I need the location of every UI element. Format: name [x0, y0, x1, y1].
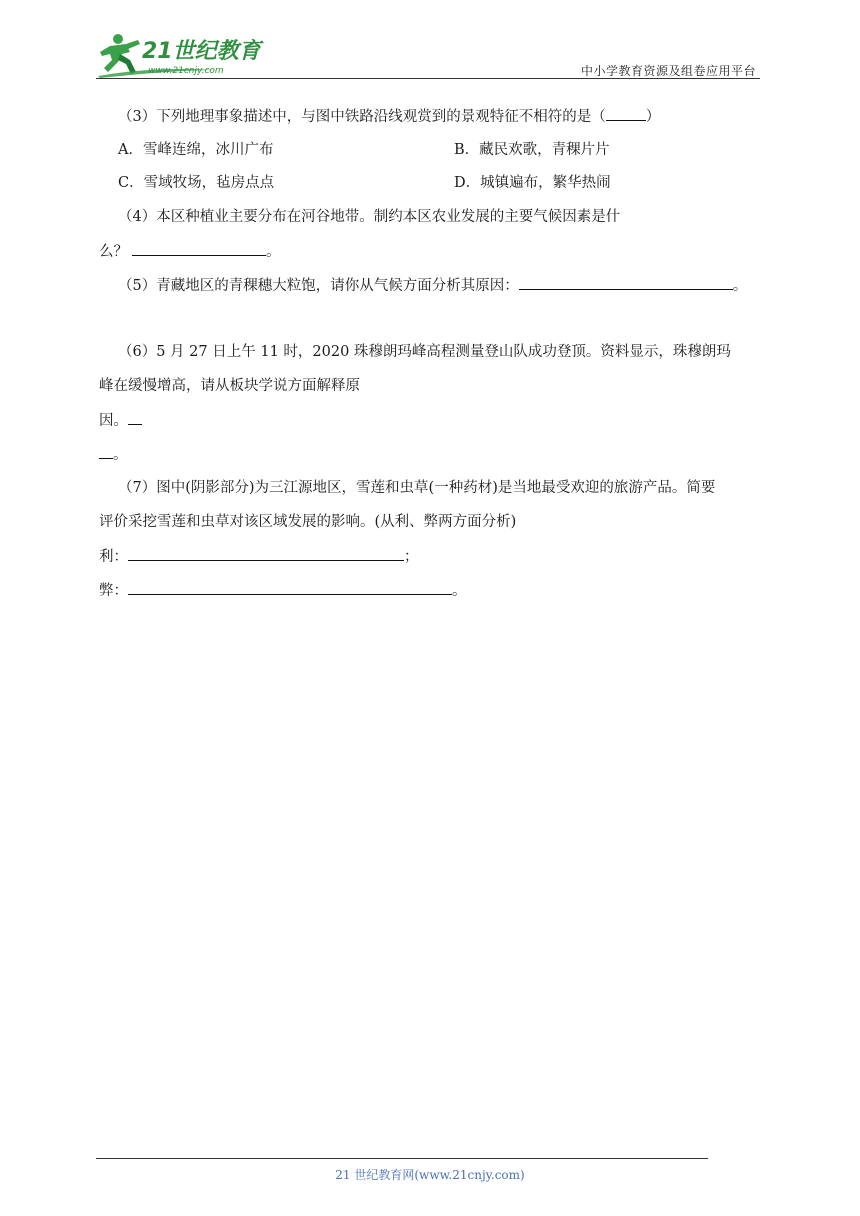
q7-harm-line	[99, 580, 467, 601]
runner-logo-icon	[96, 30, 266, 78]
q5-line	[118, 275, 747, 296]
q7-harm-end: 。	[452, 583, 467, 599]
q3-option-d-text: 城镇遍布，繁华热闹	[480, 175, 611, 191]
q7-benefit-blank[interactable]	[128, 546, 404, 561]
q3-option-c	[118, 173, 274, 193]
q3-option-c-letter: C．	[118, 175, 144, 191]
q3-option-a-letter: A．	[118, 142, 143, 158]
header-tagline: 中小学教育资源及组卷应用平台	[580, 64, 756, 78]
q3-option-a-text: 雪峰连绵，冰川广布	[142, 142, 274, 158]
q3-option-c-text: 雪域牧场，毡房点点	[143, 175, 275, 191]
q4-line2-start: 么？	[99, 244, 128, 260]
q6-line1: （6）5 月 27 日上午 11 时，2020 珠穆朗玛峰高程测量登山队成功登顶。资料显示，珠穆朗玛	[118, 344, 731, 360]
q6-line2: 峰在缓慢增高，请从板块学说方面解释原	[99, 378, 360, 394]
q3-option-d-letter: D．	[454, 175, 481, 191]
q4-line2-end: 。	[266, 244, 281, 260]
q7-line1: （7）图中(阴影部分)为三江源地区，雪莲和虫草(一种药材)是当地最受欢迎的旅游产品。简要	[118, 480, 716, 496]
footer-divider	[96, 1158, 708, 1159]
q3-option-a	[118, 140, 273, 160]
footer-link[interactable]: 21 世纪教育网(www.21cnjy.com)	[335, 1168, 525, 1182]
q3-option-d	[454, 173, 611, 193]
q6-line4-end: 。	[113, 447, 128, 463]
q6-line3	[99, 410, 142, 431]
logo-wordmark: 21世纪教育	[142, 39, 261, 64]
page-header	[96, 30, 760, 78]
q7-harm-blank[interactable]	[128, 580, 452, 595]
logo-url: www.21cnjy.com	[148, 66, 224, 76]
q5-text: （5）青藏地区的青稞穗大粒饱，请你从气候方面分析其原因：	[118, 278, 519, 294]
q7-benefit-end: ；	[404, 549, 419, 565]
q7-benefit-label: 利：	[99, 549, 128, 565]
header-divider	[96, 78, 760, 79]
q4-answer-blank[interactable]	[132, 241, 266, 256]
q5-end: 。	[732, 278, 748, 294]
q3-stem	[118, 106, 660, 127]
q7-harm-label: 弊：	[99, 583, 128, 599]
q3-option-b-letter: B．	[454, 142, 480, 158]
q3-answer-blank[interactable]	[606, 106, 646, 121]
q7-benefit-line	[99, 546, 419, 567]
q6-line4	[99, 444, 128, 465]
q3-option-b-text: 藏民欢歌，青稞片片	[479, 142, 610, 158]
site-logo	[96, 30, 266, 78]
q4-line1: （4）本区种植业主要分布在河谷地带。制约本区农业发展的主要气候因素是什	[118, 209, 621, 225]
q6-answer-blank-end[interactable]	[99, 444, 113, 459]
q4-line2	[99, 241, 281, 262]
q3-stem-text: （3）下列地理事象描述中，与图中铁路沿线观赏到的景观特征不相符的是（	[118, 109, 606, 125]
q3-stem-end: ）	[645, 109, 661, 125]
q6-answer-blank-start[interactable]	[128, 410, 142, 425]
q3-option-b	[454, 140, 610, 160]
q5-answer-blank[interactable]	[519, 275, 733, 290]
q6-line3-text: 因。	[99, 413, 128, 429]
q7-line2: 评价采挖雪莲和虫草对该区域发展的影响。(从利、弊两方面分析)	[99, 514, 517, 530]
